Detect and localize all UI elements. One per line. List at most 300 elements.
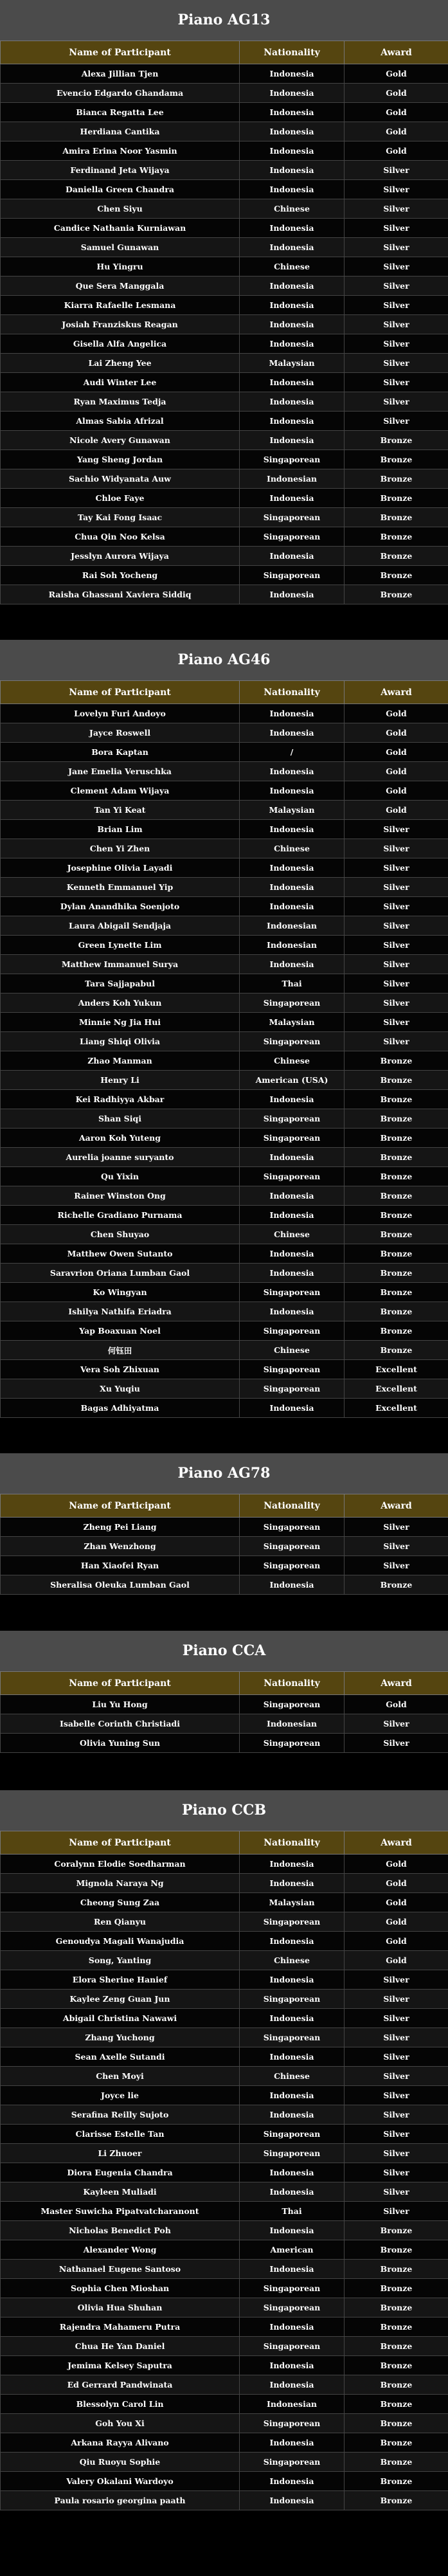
participant-name: Aaron Koh Yuteng (1, 1129, 240, 1148)
participant-name: Ed Gerrard Pandwinata (1, 2375, 240, 2395)
participant-award: Bronze (345, 2260, 448, 2279)
participant-award: Bronze (345, 2491, 448, 2510)
participant-award: Gold (345, 801, 448, 820)
participant-nationality: Singaporean (240, 450, 345, 469)
participant-award: Silver (345, 1734, 448, 1753)
participant-nationality: Singaporean (240, 1032, 345, 1051)
participant-award: Silver (345, 839, 448, 858)
participant-name: Chua He Yan Daniel (1, 2337, 240, 2356)
participant-award: Excellent (345, 1360, 448, 1379)
participant-award: Bronze (345, 1283, 448, 1302)
participant-award: Gold (345, 103, 448, 122)
participant-name: Yap Boaxuan Noel (1, 1321, 240, 1341)
participant-award: Gold (345, 122, 448, 141)
header-name: Name of Participant (1, 41, 240, 64)
table-row (1, 2491, 448, 2510)
participant-name: Chen Moyi (1, 2067, 240, 2086)
participant-name: Arkana Rayya Alivano (1, 2433, 240, 2453)
participant-award: Bronze (345, 1225, 448, 1244)
participant-nationality: Indonesia (240, 2221, 345, 2240)
participant-name: Saravrion Oriana Lumban Gaol (1, 1264, 240, 1283)
participant-award: Silver (345, 2047, 448, 2067)
table-row (1, 238, 448, 257)
participant-name: Chloe Faye (1, 489, 240, 508)
participant-name: Qiu Ruoyu Sophie (1, 2453, 240, 2472)
participant-name: Ishilya Nathifa Eriadra (1, 1302, 240, 1321)
table-row (1, 1518, 448, 1537)
participant-name: Chen Yi Zhen (1, 839, 240, 858)
participant-award: Silver (345, 2028, 448, 2047)
table-row (1, 1013, 448, 1032)
table-row (1, 801, 448, 820)
participant-nationality: Indonesia (240, 489, 345, 508)
header-award: Award (345, 681, 448, 704)
participant-nationality: Singaporean (240, 2298, 345, 2317)
table-row (1, 2395, 448, 2414)
participant-name: Aurelia joanne suryanto (1, 1148, 240, 1167)
participant-name: Lovelyn Furi Andoyo (1, 704, 240, 723)
participant-name: Nathanael Eugene Santoso (1, 2260, 240, 2279)
participant-name: Xu Yuqiu (1, 1379, 240, 1399)
participant-award: Silver (345, 315, 448, 334)
table-row (1, 1874, 448, 1893)
participant-award: Silver (345, 277, 448, 296)
participant-name: Tan Yi Keat (1, 801, 240, 820)
participant-nationality: Indonesia (240, 704, 345, 723)
table-header-row (1, 1672, 448, 1695)
table-row (1, 2125, 448, 2144)
participant-nationality: Indonesian (240, 2395, 345, 2414)
participant-award: Silver (345, 2105, 448, 2125)
header-nationality: Nationality (240, 1494, 345, 1518)
participant-name: Bora Kaptan (1, 743, 240, 762)
table-row (1, 392, 448, 412)
table-row (1, 527, 448, 547)
participant-nationality: Indonesia (240, 2375, 345, 2395)
table-row (1, 936, 448, 955)
participant-nationality: Singaporean (240, 1129, 345, 1148)
participant-nationality: Indonesian (240, 1714, 345, 1734)
participant-award: Bronze (345, 1148, 448, 1167)
table-row (1, 257, 448, 277)
participant-name: Anders Koh Yukun (1, 993, 240, 1013)
participant-award: Gold (345, 1951, 448, 1970)
table-row (1, 1893, 448, 1912)
section-title: Piano CCB (0, 1790, 448, 1831)
table-row (1, 2144, 448, 2163)
participant-award: Gold (345, 84, 448, 103)
table-row (1, 878, 448, 897)
table-row (1, 839, 448, 858)
participant-nationality: Indonesia (240, 858, 345, 878)
participant-name: Sachio Widyanata Auw (1, 469, 240, 489)
participant-nationality: Indonesia (240, 277, 345, 296)
participant-award: Silver (345, 161, 448, 180)
participant-nationality: Indonesia (240, 585, 345, 604)
results-section (0, 1631, 448, 1753)
table-row (1, 412, 448, 431)
table-row (1, 897, 448, 916)
participant-nationality: Indonesia (240, 122, 345, 141)
participant-award: Silver (345, 974, 448, 993)
participant-nationality: Singaporean (240, 2453, 345, 2472)
participant-award: Silver (345, 373, 448, 392)
table-row (1, 2260, 448, 2279)
participant-nationality: Indonesia (240, 1932, 345, 1951)
participant-nationality: Indonesia (240, 878, 345, 897)
table-row (1, 2240, 448, 2260)
participant-award: Bronze (345, 2356, 448, 2375)
results-section (0, 640, 448, 1418)
table-header-row (1, 681, 448, 704)
participant-nationality: Indonesia (240, 2163, 345, 2182)
participant-name: Zhao Manman (1, 1051, 240, 1071)
participant-award: Gold (345, 1912, 448, 1932)
participant-nationality: Chinese (240, 2067, 345, 2086)
participant-name: Blessolyn Carol Lin (1, 2395, 240, 2414)
participant-name: Nicole Avery Gunawan (1, 431, 240, 450)
participant-nationality: Indonesian (240, 916, 345, 936)
table-row (1, 1341, 448, 1360)
participant-award: Bronze (345, 2453, 448, 2472)
participant-name: Elora Sherine Hanief (1, 1970, 240, 1990)
participant-name: Goh You Xi (1, 2414, 240, 2433)
participant-nationality: Indonesia (240, 141, 345, 161)
participant-award: Silver (345, 878, 448, 897)
header-award: Award (345, 1831, 448, 1855)
participant-name: Rajendra Mahameru Putra (1, 2317, 240, 2337)
table-row (1, 1321, 448, 1341)
table-row (1, 84, 448, 103)
participant-name: Jemima Kelsey Saputra (1, 2356, 240, 2375)
participant-name: Ren Qianyu (1, 1912, 240, 1932)
table-row (1, 1129, 448, 1148)
participant-award: Bronze (345, 2240, 448, 2260)
participant-nationality: Indonesia (240, 2260, 345, 2279)
participant-nationality: / (240, 743, 345, 762)
participant-award: Silver (345, 1537, 448, 1556)
participant-nationality: Indonesia (240, 2472, 345, 2491)
participant-nationality: Chinese (240, 1951, 345, 1970)
participant-name: Cheong Sung Zaa (1, 1893, 240, 1912)
participant-nationality: Singaporean (240, 2414, 345, 2433)
participant-nationality: Indonesia (240, 955, 345, 974)
participant-award: Gold (345, 704, 448, 723)
participant-award: Silver (345, 2009, 448, 2028)
table-row (1, 1109, 448, 1129)
table-row (1, 2221, 448, 2240)
table-row (1, 2202, 448, 2221)
participant-award: Silver (345, 858, 448, 878)
table-row (1, 974, 448, 993)
table-row (1, 547, 448, 566)
participant-name: Li Zhuoer (1, 2144, 240, 2163)
participant-name: Minnie Ng Jia Hui (1, 1013, 240, 1032)
table-row (1, 296, 448, 315)
participant-award: Silver (345, 1714, 448, 1734)
participant-award: Bronze (345, 1186, 448, 1206)
participant-name: Nicholas Benedict Poh (1, 2221, 240, 2240)
participant-award: Silver (345, 2125, 448, 2144)
participant-name: Liang Shiqi Olivia (1, 1032, 240, 1051)
participant-award: Silver (345, 334, 448, 354)
participant-nationality: Indonesia (240, 2086, 345, 2105)
participant-name: Bagas Adhiyatma (1, 1399, 240, 1418)
participant-name: Song, Yanting (1, 1951, 240, 1970)
participant-nationality: Indonesia (240, 373, 345, 392)
table-row (1, 180, 448, 199)
table-row (1, 277, 448, 296)
participant-name: Kenneth Emmanuel Yip (1, 878, 240, 897)
participant-nationality: Singaporean (240, 993, 345, 1013)
table-row (1, 2279, 448, 2298)
table-row (1, 1032, 448, 1051)
participant-award: Silver (345, 2163, 448, 2182)
participant-nationality: Singaporean (240, 1990, 345, 2009)
participant-nationality: Chinese (240, 199, 345, 219)
participant-name: Henry Li (1, 1071, 240, 1090)
header-nationality: Nationality (240, 1831, 345, 1855)
participant-name: Serafina Reilly Sujoto (1, 2105, 240, 2125)
participant-nationality: Indonesia (240, 334, 345, 354)
table-row (1, 469, 448, 489)
participant-nationality: Indonesia (240, 1575, 345, 1595)
table-header-row (1, 41, 448, 64)
participant-nationality: Singaporean (240, 2279, 345, 2298)
table-row (1, 354, 448, 373)
results-section (0, 1453, 448, 1595)
participant-name: Matthew Owen Sutanto (1, 1244, 240, 1264)
participant-name: Coralynn Elodie Soedharman (1, 1855, 240, 1874)
participant-nationality: Indonesia (240, 2105, 345, 2125)
participant-award: Gold (345, 1893, 448, 1912)
participant-award: Silver (345, 955, 448, 974)
participant-nationality: Singaporean (240, 1109, 345, 1129)
participant-name: Paula rosario georgina paath (1, 2491, 240, 2510)
participant-award: Silver (345, 1990, 448, 2009)
participant-nationality: Indonesia (240, 1970, 345, 1990)
participant-name: Chen Shuyao (1, 1225, 240, 1244)
section-title: Piano AG78 (0, 1453, 448, 1494)
participant-award: Bronze (345, 2317, 448, 2337)
participant-name: Evencio Edgardo Ghandama (1, 84, 240, 103)
participant-name: Valery Okalani Wardoyo (1, 2472, 240, 2491)
participant-award: Bronze (345, 2472, 448, 2491)
table-row (1, 1051, 448, 1071)
table-row (1, 1167, 448, 1186)
participant-name: Sean Axelle Sutandi (1, 2047, 240, 2067)
participant-award: Bronze (345, 508, 448, 527)
participant-nationality: American (USA) (240, 1071, 345, 1090)
participant-name: Candice Nathania Kurniawan (1, 219, 240, 238)
participant-award: Bronze (345, 585, 448, 604)
participant-award: Bronze (345, 2375, 448, 2395)
participant-name: Kiarra Rafaelle Lesmana (1, 296, 240, 315)
participant-name: Zhang Yuchong (1, 2028, 240, 2047)
participant-nationality: Indonesia (240, 238, 345, 257)
participant-award: Bronze (345, 1206, 448, 1225)
table-row (1, 2086, 448, 2105)
participant-nationality: Indonesia (240, 723, 345, 743)
table-row (1, 566, 448, 585)
table-row (1, 2182, 448, 2202)
table-row (1, 1302, 448, 1321)
participant-name: Chua Qin Noo Kelsa (1, 527, 240, 547)
participant-name: Brian Lim (1, 820, 240, 839)
header-nationality: Nationality (240, 41, 345, 64)
participant-name: Mignola Naraya Ng (1, 1874, 240, 1893)
participant-nationality: Indonesia (240, 180, 345, 199)
participant-nationality: Indonesia (240, 392, 345, 412)
participant-nationality: Malaysian (240, 1893, 345, 1912)
results-section (0, 1790, 448, 2510)
table-row (1, 743, 448, 762)
participant-award: Silver (345, 1518, 448, 1537)
table-row (1, 2047, 448, 2067)
participant-award: Silver (345, 199, 448, 219)
participant-award: Silver (345, 1032, 448, 1051)
table-row (1, 1264, 448, 1283)
participant-award: Gold (345, 762, 448, 781)
participant-nationality: Indonesia (240, 2009, 345, 2028)
participant-name: Ferdinand Jeta Wijaya (1, 161, 240, 180)
participant-award: Silver (345, 820, 448, 839)
table-row (1, 103, 448, 122)
table-row (1, 2163, 448, 2182)
participant-award: Silver (345, 1970, 448, 1990)
table-row (1, 2298, 448, 2317)
participant-award: Silver (345, 2182, 448, 2202)
participant-name: Lai Zheng Yee (1, 354, 240, 373)
participant-award: Silver (345, 392, 448, 412)
participant-nationality: Indonesia (240, 2182, 345, 2202)
participant-name: Clarisse Estelle Tan (1, 2125, 240, 2144)
participant-nationality: Indonesia (240, 315, 345, 334)
participant-nationality: Indonesian (240, 936, 345, 955)
table-row (1, 993, 448, 1013)
header-nationality: Nationality (240, 1672, 345, 1695)
participant-award: Silver (345, 238, 448, 257)
participant-nationality: Singaporean (240, 508, 345, 527)
table-row (1, 1855, 448, 1874)
participant-nationality: Indonesia (240, 103, 345, 122)
participant-name: Chen Siyu (1, 199, 240, 219)
table-row (1, 704, 448, 723)
participant-name: Shan Siqi (1, 1109, 240, 1129)
results-table (0, 680, 448, 1418)
participant-nationality: Singaporean (240, 1360, 345, 1379)
participant-nationality: Malaysian (240, 354, 345, 373)
participant-nationality: Singaporean (240, 1283, 345, 1302)
table-row (1, 2105, 448, 2125)
participant-award: Silver (345, 1013, 448, 1032)
table-row (1, 2028, 448, 2047)
participant-nationality: Indonesia (240, 1264, 345, 1283)
participant-award: Bronze (345, 1167, 448, 1186)
participant-award: Bronze (345, 1129, 448, 1148)
table-row (1, 2472, 448, 2491)
participant-name: Dylan Anandhika Soenjoto (1, 897, 240, 916)
participant-nationality: Indonesian (240, 469, 345, 489)
participant-nationality: Indonesia (240, 820, 345, 839)
participant-name: Master Suwicha Pipatvatcharanont (1, 2202, 240, 2221)
participant-award: Bronze (345, 1071, 448, 1090)
table-row (1, 585, 448, 604)
participant-name: Hu Yingru (1, 257, 240, 277)
participant-name: Herdiana Cantika (1, 122, 240, 141)
participant-award: Bronze (345, 2433, 448, 2453)
participant-award: Bronze (345, 1244, 448, 1264)
table-row (1, 1695, 448, 1714)
participant-name: Alexander Wong (1, 2240, 240, 2260)
section-spacer (0, 1595, 448, 1631)
participant-award: Bronze (345, 2414, 448, 2433)
participant-nationality: American (240, 2240, 345, 2260)
participant-award: Gold (345, 1855, 448, 1874)
participant-nationality: Indonesia (240, 762, 345, 781)
participant-award: Silver (345, 1556, 448, 1575)
participant-award: Gold (345, 64, 448, 84)
participant-nationality: Singaporean (240, 1321, 345, 1341)
participant-name: Rai Soh Yocheng (1, 566, 240, 585)
participant-nationality: Chinese (240, 257, 345, 277)
participant-nationality: Indonesia (240, 1090, 345, 1109)
participant-award: Silver (345, 897, 448, 916)
participant-name: Bianca Regatta Lee (1, 103, 240, 122)
header-nationality: Nationality (240, 681, 345, 704)
participant-award: Bronze (345, 1264, 448, 1283)
table-row (1, 373, 448, 392)
table-row (1, 1932, 448, 1951)
header-award: Award (345, 1494, 448, 1518)
participant-nationality: Singaporean (240, 2337, 345, 2356)
participant-name: Tay Kai Fong Isaac (1, 508, 240, 527)
participant-name: Daniella Green Chandra (1, 180, 240, 199)
participant-name: Raisha Ghassani Xaviera Siddiq (1, 585, 240, 604)
table-row (1, 1225, 448, 1244)
participant-award: Gold (345, 743, 448, 762)
participant-award: Gold (345, 1874, 448, 1893)
table-row (1, 334, 448, 354)
participant-nationality: Malaysian (240, 801, 345, 820)
participant-nationality: Indonesia (240, 1244, 345, 1264)
participant-award: Bronze (345, 2221, 448, 2240)
results-table (0, 1831, 448, 2510)
table-row (1, 1970, 448, 1990)
table-row (1, 955, 448, 974)
participant-nationality: Chinese (240, 1341, 345, 1360)
table-row (1, 2453, 448, 2472)
participant-award: Silver (345, 219, 448, 238)
participant-award: Bronze (345, 2298, 448, 2317)
participant-name: Gisella Alfa Angelica (1, 334, 240, 354)
participant-award: Silver (345, 180, 448, 199)
participant-name: Han Xiaofei Ryan (1, 1556, 240, 1575)
participant-award: Bronze (345, 566, 448, 585)
participant-nationality: Chinese (240, 1051, 345, 1071)
participant-nationality: Chinese (240, 839, 345, 858)
participant-name: Zhan Wenzhong (1, 1537, 240, 1556)
participant-award: Bronze (345, 547, 448, 566)
participant-name: Yang Sheng Jordan (1, 450, 240, 469)
participant-name: Olivia Hua Shuhan (1, 2298, 240, 2317)
table-row (1, 762, 448, 781)
participant-award: Gold (345, 781, 448, 801)
section-title: Piano AG13 (0, 0, 448, 41)
participant-award: Bronze (345, 1302, 448, 1321)
table-row (1, 1556, 448, 1575)
table-row (1, 2414, 448, 2433)
